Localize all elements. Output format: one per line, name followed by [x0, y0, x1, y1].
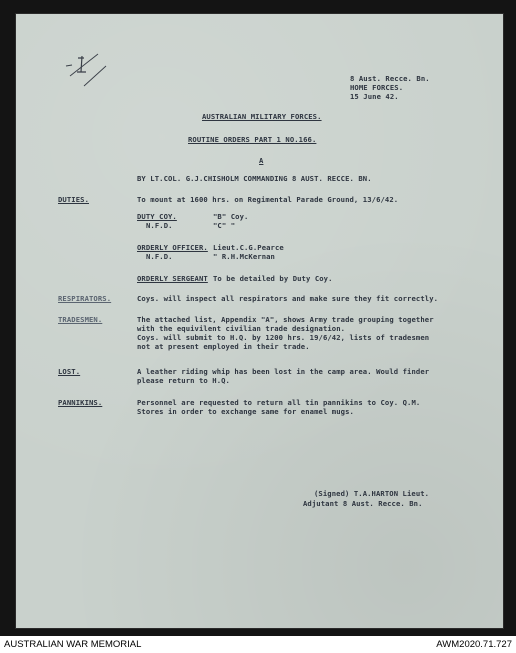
orderly-officer-label: ORDERLY OFFICER.	[137, 243, 208, 252]
nfd-value-2: " R.H.McKernan	[213, 252, 275, 261]
main-title: AUSTRALIAN MILITARY FORCES.	[202, 112, 322, 121]
respirators-text: Coys. will inspect all respirators and make sure they fit correctly.	[137, 294, 439, 303]
by-line: BY LT.COL. G.J.CHISHOLM COMMANDING 8 AUST. RECCE. BN.	[137, 174, 372, 183]
signature-title: Adjutant 8 Aust. Recce. Bn.	[303, 499, 423, 508]
duties-label: DUTIES.	[58, 195, 89, 204]
pannikins-line-2: Stores in order to exchange same for enamel mugs.	[137, 407, 354, 416]
duty-coy-label: DUTY COY.	[137, 212, 177, 221]
forces-name: HOME FORCES.	[350, 83, 404, 92]
nfd-label-2: N.F.D.	[146, 252, 173, 261]
orderly-officer-value: Lieut.C.G.Pearce	[213, 243, 284, 252]
respirators-label: RESPIRATORS.	[58, 294, 112, 303]
orderly-sergeant-label: ORDERLY SERGEANT	[137, 274, 208, 283]
lost-label: LOST.	[58, 367, 81, 376]
handwritten-mark	[64, 46, 114, 90]
tradesmen-line-3: Coys. will submit to H.Q. by 1200 hrs. 19/6/42, lists of tradesmen	[137, 333, 430, 342]
archive-name: AUSTRALIAN WAR MEMORIAL	[4, 639, 142, 650]
orders-title: ROUTINE ORDERS PART 1 NO.166.	[188, 135, 317, 144]
document-page	[16, 14, 503, 628]
pannikins-line-1: Personnel are requested to return all tin pannikins to Coy. Q.M.	[137, 398, 421, 407]
duty-coy-value: "B" Coy.	[213, 212, 249, 221]
nfd-value-1: "C" "	[213, 221, 236, 230]
unit-name: 8 Aust. Recce. Bn.	[350, 74, 430, 83]
tradesmen-line-4: not at present employed in their trade.	[137, 342, 310, 351]
archive-reference: AWM2020.71.727	[436, 639, 512, 650]
duties-text: To mount at 1600 hrs. on Regimental Parade Ground, 13/6/42.	[137, 195, 399, 204]
document-date: 15 June 42.	[350, 92, 399, 101]
archive-footer	[0, 636, 516, 653]
pannikins-label: PANNIKINS.	[58, 398, 103, 407]
tradesmen-label: TRADESMEN.	[58, 315, 103, 324]
tradesmen-line-1: The attached list, Appendix "A", shows Army trade grouping together	[137, 315, 434, 324]
orderly-sergeant-value: To be detailed by Duty Coy.	[213, 274, 333, 283]
tradesmen-line-2: with the equivilent civilian trade designation.	[137, 324, 346, 333]
lost-line-2: please return to H.Q.	[137, 376, 230, 385]
signature-line: (Signed) T.A.HARTON Lieut.	[314, 489, 430, 498]
nfd-label-1: N.F.D.	[146, 221, 173, 230]
section-letter: A	[259, 156, 264, 165]
lost-line-1: A leather riding whip has been lost in the camp area. Would finder	[137, 367, 430, 376]
